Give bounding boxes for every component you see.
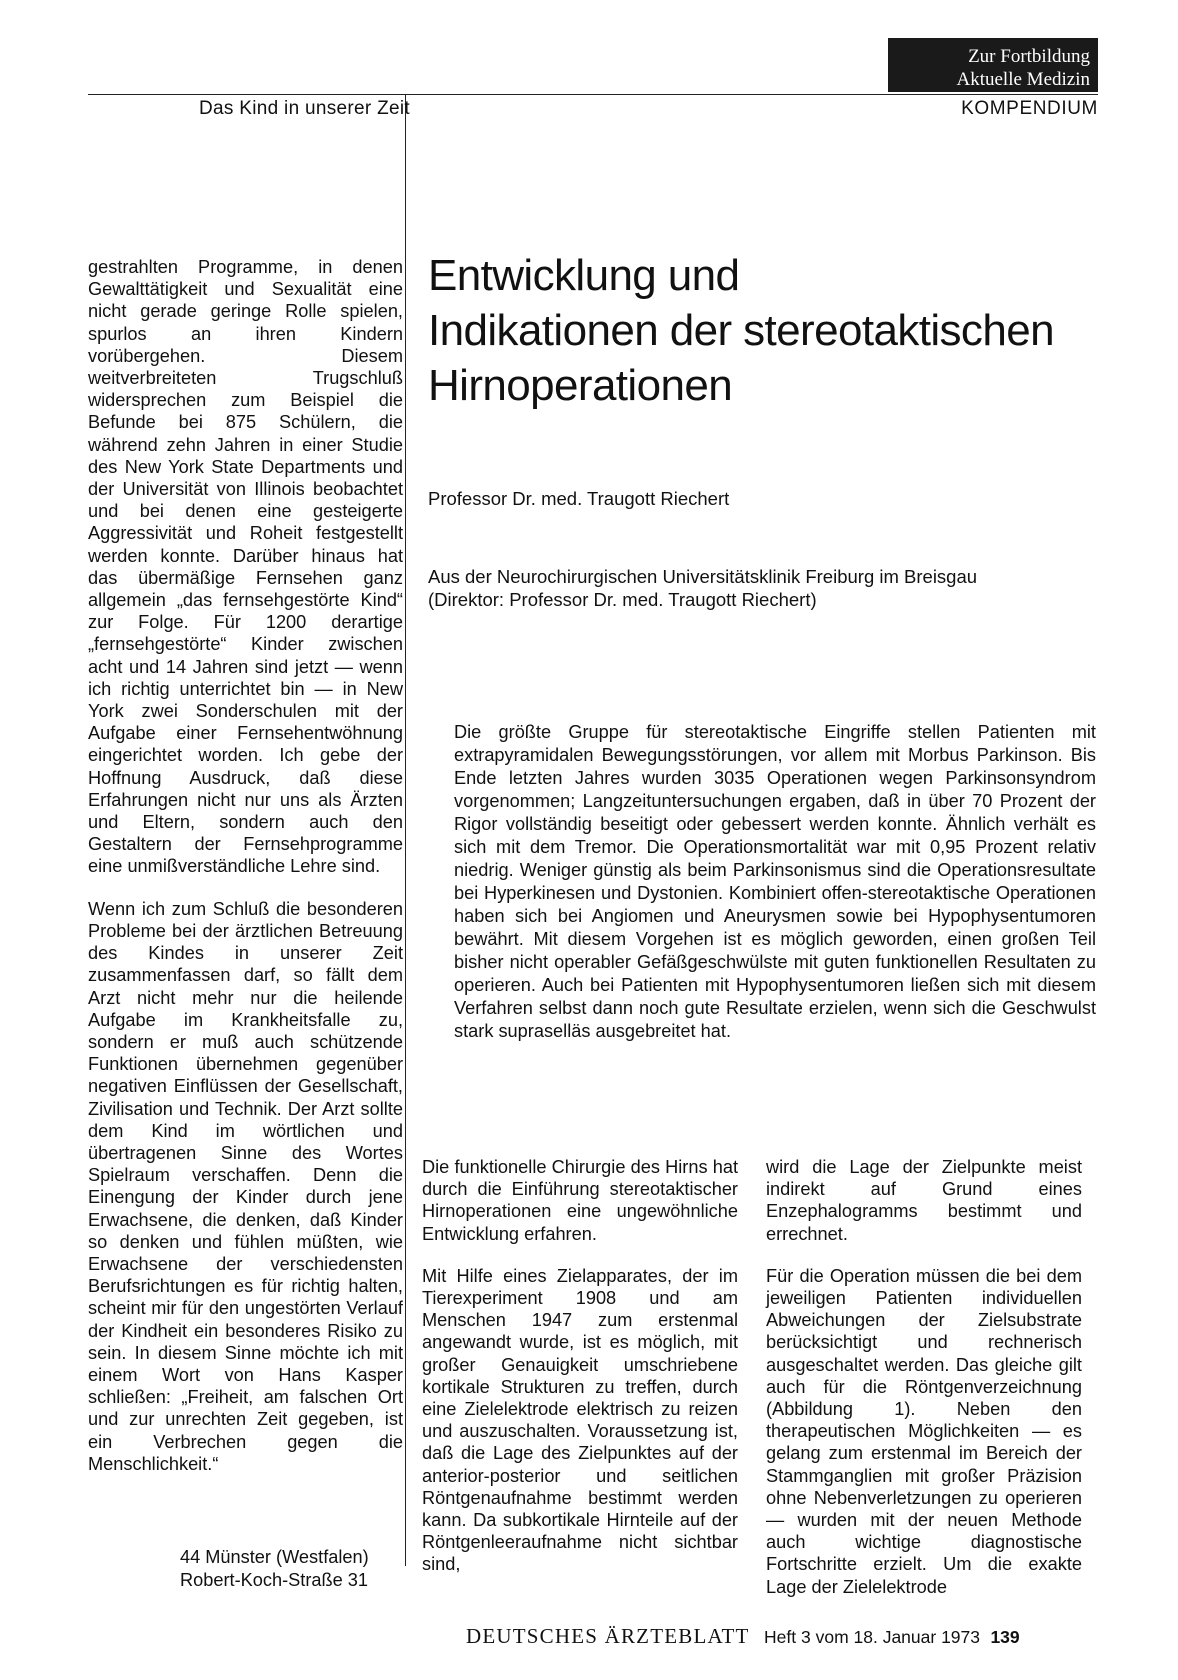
article-column-right bbox=[766, 1156, 1082, 1618]
article-affiliation bbox=[428, 565, 1098, 611]
address-line: 44 Münster (Westfalen) bbox=[180, 1547, 369, 1567]
affiliation-line: Aus der Neurochirurgischen Universitätsklinik Freiburg im Breisgau bbox=[428, 566, 978, 587]
column-divider bbox=[405, 94, 406, 1566]
paragraph: Die funktionelle Chirurgie des Hirns hat durch die Einführung stereotaktischer Hirnoperationen eine ungewöhnliche Entwicklung erfahren. bbox=[422, 1157, 738, 1244]
author-address bbox=[88, 1546, 403, 1592]
title-line: Hirnoperationen bbox=[428, 361, 733, 410]
page-number: 139 bbox=[990, 1627, 1020, 1647]
affiliation-line: (Direktor: Professor Dr. med. Traugott Riechert) bbox=[428, 589, 817, 610]
paragraph: Mit Hilfe eines Zielapparates, der im Tierexperiment 1908 und am Menschen 1947 zum erstenmal angewandt wurde, ist es möglich, mit großer Genauigkeit umschriebene kortikale Strukturen zu treffen, durch eine Zielelektrode elektrisch zu reizen und auszuschalten. Voraussetzung ist, daß die Lage des Zielpunktes auf der anterior-posterior und seitlichen Röntgenaufnahme bestimmt werden kann. Da subkortikale Hirnteile auf der Röntgenleeraufnahme nicht sichtbar sind, bbox=[422, 1265, 738, 1575]
header-rule bbox=[88, 94, 1098, 95]
paragraph: Wenn ich zum Schluß die besonderen Probleme bei der ärztlichen Betreuung des Kindes in unserer Zeit zusammenfassen darf, so fällt dem Arzt nicht mehr nur die heilende Aufgabe im Krankheitsfalle zu, sondern er muß auch schützende Funktionen übernehmen gegenüber negativen Einflüssen der Gesellschaft, Zivilisation und Technik. Der Arzt sollte dem Kind im wörtlichen und übertragenen Sinne des Wortes Spielraum verschaffen. Denn die Einengung der Kinder durch jene Erwachsene, die denken, daß Kinder so denken und fühlen müßten, wie Erwachsene der verschiedensten Berufsrichtungen es für richtig halten, scheint mir für den ungestörten Verlauf der Kindheit ein besonderes Risiko zu sein. In diesem Sinne möchte ich mit einem Wort von Hans Kasper schließen: „Freiheit, am falschen Ort und zur unrechten Zeit gegeben, ist ein Verbrechen gegen die Menschlichkeit.“ bbox=[88, 898, 403, 1474]
badge-line-2: Aktuelle Medizin bbox=[956, 69, 1090, 90]
address-line: Robert-Koch-Straße 31 bbox=[180, 1570, 369, 1590]
paragraph: wird die Lage der Zielpunkte meist indirekt auf Grund eines Enzephalogramms bestimmt und errechnet. bbox=[766, 1157, 1082, 1244]
article-title bbox=[428, 248, 1108, 413]
article-column-middle bbox=[422, 1156, 738, 1596]
journal-name: DEUTSCHES ÄRZTEBLATT bbox=[466, 1624, 750, 1648]
page-footer bbox=[466, 1624, 1106, 1649]
section-label-right: KOMPENDIUM bbox=[961, 98, 1098, 119]
section-badge bbox=[888, 38, 1098, 92]
previous-article-column bbox=[88, 256, 403, 1495]
article-abstract: Die größte Gruppe für stereotaktische Eingriffe stellen Patienten mit extrapyramidalen Bewegungsstörungen, vor allem mit Morbus Parkinson. Bis Ende letzten Jahres wurden 3035 Operationen wegen Parkinsonsyndrom vorgenommen; Langzeituntersuchungen ergaben, daß in über 70 Prozent der Rigor vollständig beseitigt oder gebessert werden konnte. Ähnlich verhält es sich mit dem Tremor. Die Operationsmortalität war mit 0,95 Prozent relativ niedrig. Weniger günstig als beim Parkinsonismus sind die Operationsresultate bei Hyperkinesen und Dystonien. Kombiniert offen-stereotaktische Operationen haben sich bei Angiomen und Aneurysmen sowie bei Hypophysentumoren bewährt. Mit diesem Vorgehen ist es möglich geworden, einen großen Teil bisher nicht operabler Gefäßgeschwülste mit guten funktionellen Resultaten zu operieren. Auch bei Patienten mit Hypophysentumoren ließen sich mit diesem Verfahren selbst dann noch gute Resultate erzielen, wenn sich die Geschwulst stark supraselläs ausgebreitet hat. bbox=[454, 722, 1096, 1041]
section-label-left: Das Kind in unserer Zeit bbox=[198, 98, 410, 119]
issue-info: Heft 3 vom 18. Januar 1973 bbox=[764, 1627, 980, 1647]
title-line: Indikationen der stereotaktischen bbox=[428, 306, 1054, 355]
paragraph: Für die Operation müssen die bei dem jeweiligen Patienten individuellen Abweichungen der Zielsubstrate berücksichtigt und rechnerisch ausgeschaltet werden. Das gleiche gilt auch für die Röntgenverzeichnung (Abbildung 1). Neben den therapeutischen Möglichkeiten — es gelang zum erstenmal im Bereich der Stammganglien mit großer Präzision ohne Nebenverletzungen zu operieren — wurden mit der neuen Methode auch wichtige diagnostische Fortschritte erzielt. Um die exakte Lage der Zielelektrode bbox=[766, 1265, 1082, 1597]
paragraph: gestrahlten Programme, in denen Gewalttätigkeit und Sexualität eine nicht gerade geringe Rolle spielen, spurlos an ihren Kindern vorübergehen. Diesem weitverbreiteten Trugschluß widersprechen zum Beispiel die Befunde bei 875 Schülern, die während zehn Jahren in einer Studie des New York State Departments und der Universität von Illinois beobachtet und bei denen eine gesteigerte Aggressivität und Roheit festgestellt werden konnte. Darüber hinaus hat das übermäßige Fernsehen ganz allgemein „das fernsehgestörte Kind“ zur Folge. Für 1200 derartige „fernsehgestörte“ Kinder zwischen acht und 14 Jahren sind jetzt — wenn ich richtig unterrichtet bin — in New York zwei Sonderschulen mit der Aufgabe einer Fernsehentwöhnung eingerichtet worden. Ich gebe der Hoffnung Ausdruck, daß diese Erfahrungen nicht nur uns als Ärzten und Eltern, sondern auch den Gestaltern der Fernsehprogramme eine unmißverständliche Lehre sind. bbox=[88, 257, 403, 877]
article-author: Professor Dr. med. Traugott Riechert bbox=[428, 488, 730, 509]
badge-line-1: Zur Fortbildung bbox=[968, 46, 1090, 67]
title-line: Entwicklung und bbox=[428, 251, 740, 300]
